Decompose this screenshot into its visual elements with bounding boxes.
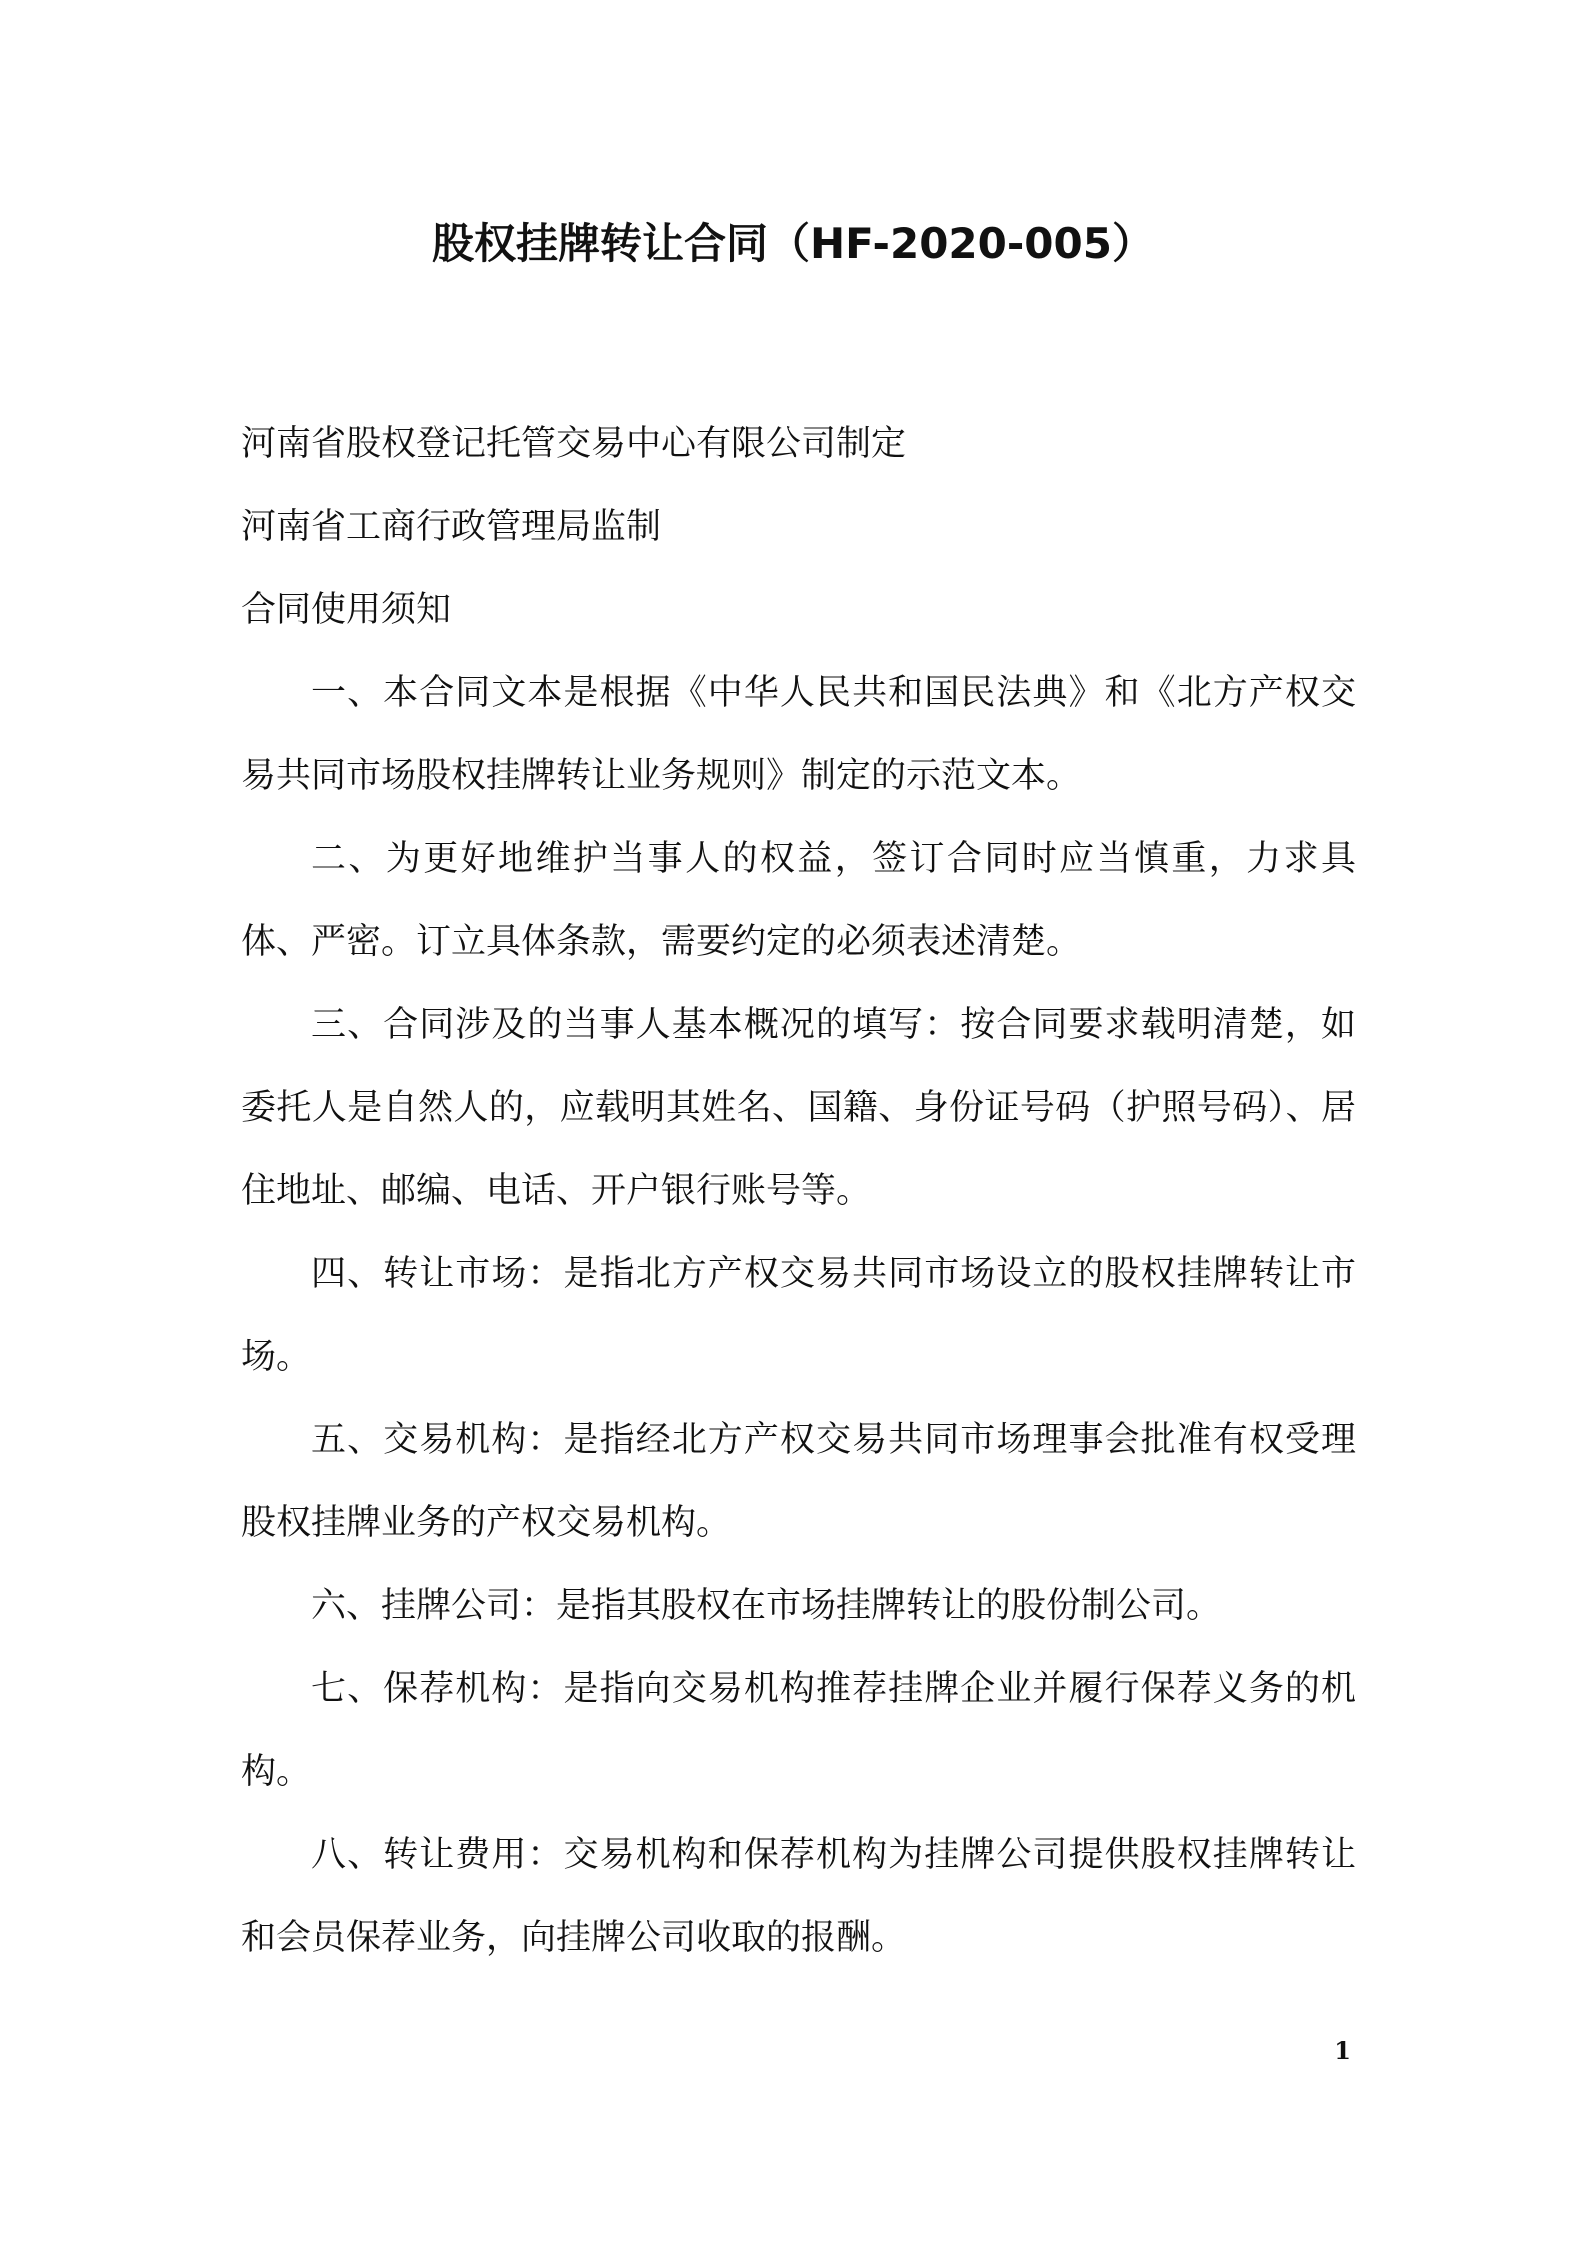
notice-item-5: 五、交易机构：是指经北方产权交易共同市场理事会批准有权受理股权挂牌业务的产权交易机构。 (241, 1420, 1356, 1543)
issuer-line: 河南省股权登记托管交易中心有限公司制定 (241, 424, 907, 464)
document-body (241, 403, 1356, 1980)
supervisor-line: 河南省工商行政管理局监制 (241, 507, 662, 547)
notice-item-4: 四、转让市场：是指北方产权交易共同市场设立的股权挂牌转让市场。 (241, 1254, 1356, 1377)
notice-item-3: 三、合同涉及的当事人基本概况的填写：按合同要求载明清楚，如委托人是自然人的，应载明其姓名、国籍、身份证号码（护照号码）、居住地址、邮编、电话、开户银行账号等。 (241, 1005, 1356, 1211)
notice-item-2: 二、为更好地维护当事人的权益，签订合同时应当慎重，力求具体、严密。订立具体条款，需要约定的必须表述清楚。 (241, 839, 1356, 962)
document-title: 股权挂牌转让合同（HF-2020-005） (432, 219, 1154, 268)
notice-item-6: 六、挂牌公司：是指其股权在市场挂牌转让的股份制公司。 (311, 1586, 1222, 1626)
notice-item-8: 八、转让费用：交易机构和保荐机构为挂牌公司提供股权挂牌转让和会员保荐业务，向挂牌公司收取的报酬。 (241, 1835, 1356, 1958)
notice-heading: 合同使用须知 (241, 590, 452, 630)
page-number: 1 (1334, 2036, 1351, 2065)
notice-item-7: 七、保荐机构：是指向交易机构推荐挂牌企业并履行保荐义务的机构。 (241, 1669, 1356, 1792)
notice-item-1: 一、本合同文本是根据《中华人民共和国民法典》和《北方产权交易共同市场股权挂牌转让业务规则》制定的示范文本。 (241, 673, 1356, 796)
